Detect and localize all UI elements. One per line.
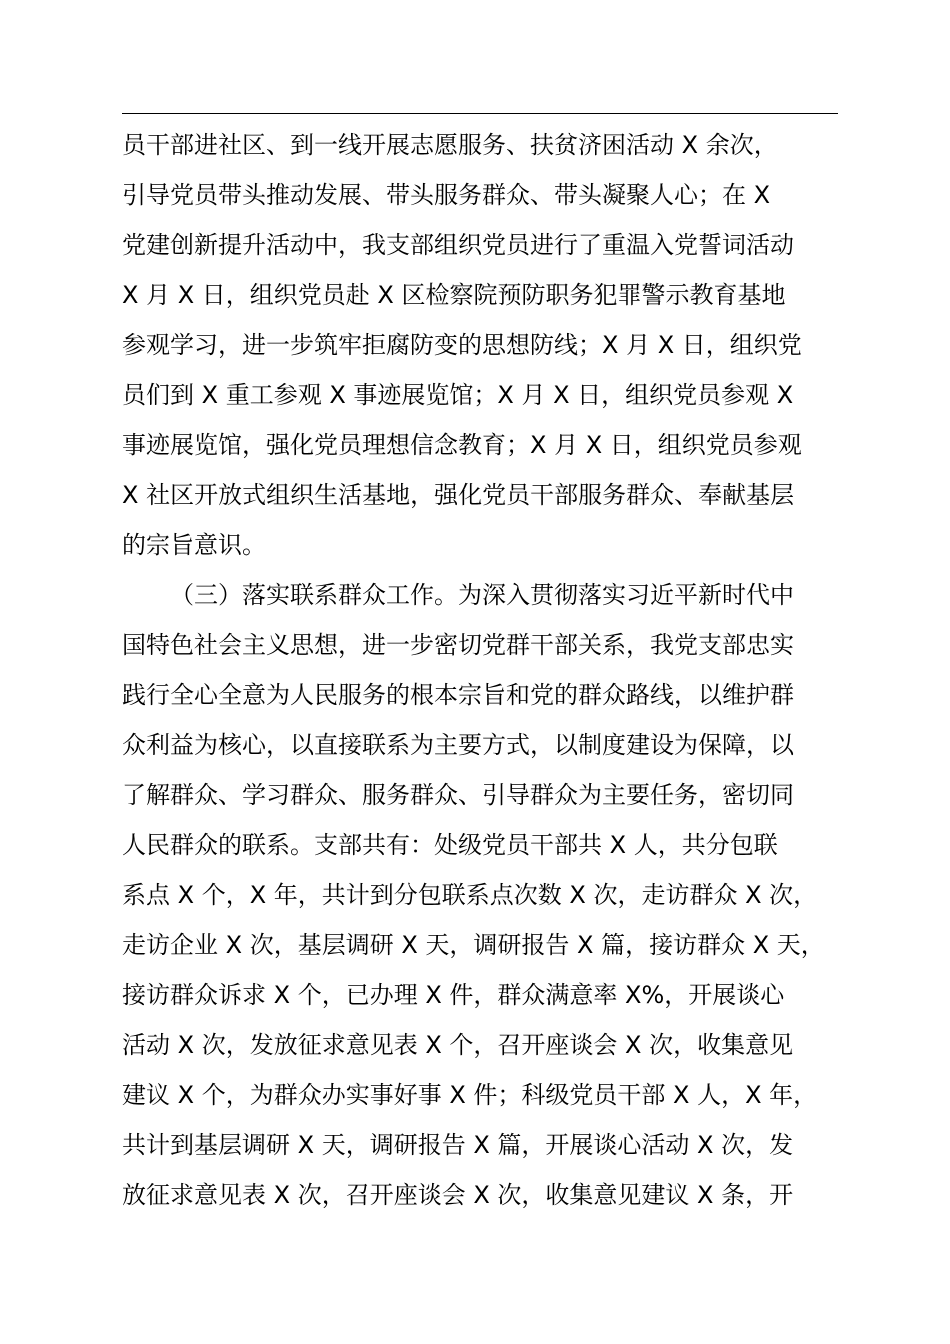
text-line: 活动 X 次，发放征求意见表 X 个，召开座谈会 X 次，收集意见 <box>122 1031 794 1059</box>
text-line: X 月 X 日，组织党员赴 X 区检察院预防职务犯罪警示教育基地 <box>122 281 786 309</box>
body-text <box>122 120 862 1220</box>
text-line: 参观学习，进一步筑牢拒腐防变的思想防线；X 月 X 日，组织党 <box>122 331 802 359</box>
text-line: X 社区开放式组织生活基地，强化党员干部服务群众、奉献基层 <box>122 481 795 509</box>
text-line: 放征求意见表 X 次，召开座谈会 X 次，收集意见建议 X 条，开 <box>122 1181 794 1209</box>
text-line: 系点 X 个，X 年，共计到分包联系点次数 X 次，走访群众 X 次， <box>122 881 818 909</box>
text-line: 走访企业 X 次，基层调研 X 天，调研报告 X 篇，接访群众 X 天， <box>122 931 825 959</box>
text-line: 践行全心全意为人民服务的根本宗旨和党的群众路线，以维护群 <box>122 681 794 709</box>
text-line: 员们到 X 重工参观 X 事迹展览馆；X 月 X 日，组织党员参观 X <box>122 381 794 409</box>
text-line: 事迹展览馆，强化党员理想信念教育；X 月 X 日，组织党员参观 <box>122 431 802 459</box>
section-heading-line: （三）落实联系群众工作。为深入贯彻落实习近平新时代中 <box>170 581 794 609</box>
text-line: 员干部进社区、到一线开展志愿服务、扶贫济困活动 X 余次， <box>122 131 778 159</box>
text-line: 建议 X 个，为群众办实事好事 X 件；科级党员干部 X 人，X 年， <box>122 1081 818 1109</box>
text-line: 接访群众诉求 X 个，已办理 X 件，群众满意率 X%，开展谈心 <box>122 981 785 1009</box>
text-line: 引导党员带头推动发展、带头服务群众、带头凝聚人心；在 X <box>122 181 771 209</box>
text-line: 了解群众、学习群众、服务群众、引导群众为主要任务，密切同 <box>122 781 794 809</box>
text-line: 党建创新提升活动中，我支部组织党员进行了重温入党誓词活动 <box>122 231 794 259</box>
header-rule <box>122 113 838 114</box>
text-line: 的宗旨意识。 <box>122 531 266 559</box>
text-line: 众利益为核心，以直接联系为主要方式，以制度建设为保障，以 <box>122 731 794 759</box>
text-line: 人民群众的联系。支部共有：处级党员干部共 X 人，共分包联 <box>122 831 778 859</box>
text-line: 共计到基层调研 X 天，调研报告 X 篇，开展谈心活动 X 次，发 <box>122 1131 794 1159</box>
text-line: 国特色社会主义思想，进一步密切党群干部关系，我党支部忠实 <box>122 631 794 659</box>
